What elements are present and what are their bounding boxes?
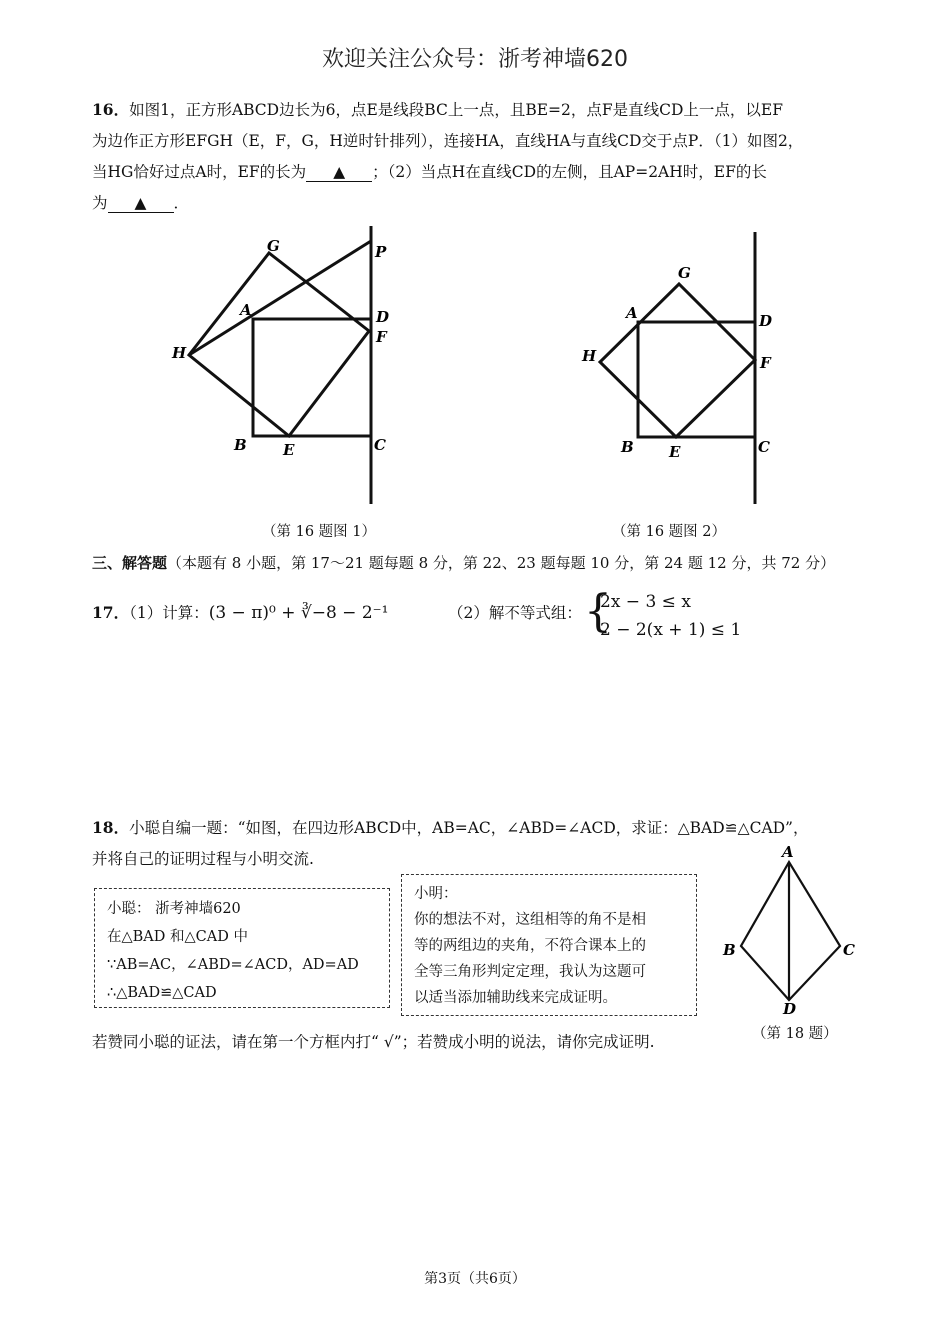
q18-label-d: D — [783, 1000, 797, 1018]
page-header: 欢迎关注公众号：浙考神墙620 — [322, 47, 628, 72]
q18-label-c: C — [843, 941, 855, 959]
fig1-label-b: B — [234, 436, 247, 454]
q17-brace: { — [584, 586, 612, 637]
q16-figure-2 — [578, 228, 778, 510]
fig2-label-b: B — [621, 438, 634, 456]
q17-part2-label: （2）解不等式组： — [448, 604, 582, 622]
fig2-label-h: H — [582, 347, 597, 365]
box1-line-1: 小聪： 浙考神墙620 — [107, 901, 241, 917]
box2-line-4: 全等三角形判定定理，我认为这题可 — [414, 964, 646, 980]
line-hp — [189, 241, 371, 355]
fig1-label-d: D — [376, 308, 390, 326]
fig2-label-d: D — [759, 312, 773, 330]
q18-number: 18． — [92, 818, 130, 837]
square-abcd — [253, 319, 371, 436]
square-efgh — [189, 253, 369, 436]
fig2-label-a: A — [626, 304, 638, 322]
fig2-label-e: E — [669, 443, 681, 461]
q16-line2: 为边作正方形EFGH（E，F，G，H逆时针排列），连接HA，直线HA与直线CD交于点P．（1）如图2， — [92, 132, 804, 150]
fig2-label-g: G — [678, 264, 691, 282]
fig1-label-c: C — [374, 436, 386, 454]
section-3-title: 三、解答题 — [92, 554, 168, 572]
q16-line4b: ． — [173, 194, 190, 212]
q17-expression: (3 − π)⁰ + ∛−8 − 2⁻¹ — [208, 603, 389, 623]
q18-fig-caption: （第 18 题） — [752, 1026, 838, 1042]
q16-text — [92, 94, 862, 219]
q17-inequality-system — [600, 588, 741, 644]
q16-line3b: ；（2）当点H在直线CD的左侧，且AP=2AH时，EF的长 — [372, 163, 767, 181]
page-footer: 第3页（共6页） — [424, 1271, 526, 1287]
square-abcd — [638, 322, 755, 437]
fig2-label-c: C — [758, 438, 770, 456]
q16-blank-2: ▲ — [108, 194, 174, 213]
fig1-label-a: A — [240, 301, 252, 319]
q18-line1: 小聪自编一题：“如图，在四边形ABCD中，AB=AC，∠ABD=∠ACD，求证：△BAD≌△CAD”， — [129, 819, 809, 837]
fig2-label-f: F — [760, 354, 771, 372]
q16-blank-1: ▲ — [306, 163, 372, 182]
box2-line-5: 以适当添加辅助线来完成证明。 — [414, 990, 617, 1006]
fig1-label-f: F — [376, 328, 387, 346]
box2-line-3: 等的两组边的夹角，不符合课本上的 — [414, 938, 646, 954]
fig1-label-p: P — [375, 243, 387, 261]
quadrilateral-abdc — [741, 862, 840, 1000]
q17-inequality-1: 2x − 3 ≤ x — [600, 592, 691, 612]
q16-figure-1 — [160, 222, 410, 512]
fig1-label-h: H — [172, 344, 187, 362]
xiaocong-proof-box[interactable] — [94, 888, 390, 1008]
q16-fig2-caption: （第 16 题图 2） — [612, 524, 727, 540]
fig1-label-e: E — [283, 441, 295, 459]
q18-line2: 并将自己的证明过程与小明交流. — [92, 850, 314, 868]
q16-fig1-caption: （第 16 题图 1） — [262, 524, 377, 540]
box2-line-2: 你的想法不对，这组相等的角不是相 — [414, 912, 646, 928]
q17-part1-label: （1）计算： — [129, 604, 209, 622]
q17-part1 — [92, 600, 388, 626]
section-3-note: （本题有 8 小题，第 17～21 题每题 8 分，第 22、23 题每题 10 分，第 24 题 12 分，共 72 分） — [167, 554, 836, 572]
square-efgh — [600, 284, 755, 437]
q18-label-a: A — [782, 843, 794, 861]
fig1-label-g: G — [267, 237, 280, 255]
q17-inequality-2: 2 − 2(x + 1) ≤ 1 — [600, 620, 742, 640]
box1-line-3: ∵AB=AC，∠ABD=∠ACD，AD=AD — [107, 957, 359, 973]
q18-figure — [718, 840, 868, 1020]
section-3-heading — [92, 552, 835, 573]
q16-number: 16． — [92, 100, 130, 119]
box2-line-1: 小明： — [414, 886, 458, 902]
xiaoming-comment-box — [401, 874, 697, 1016]
q16-line4a: 为 — [92, 194, 108, 212]
q16-line3a: 当HG恰好过点A时，EF的长为 — [92, 163, 307, 181]
q18-label-b: B — [723, 941, 736, 959]
box1-line-4: ∴△BAD≌△CAD — [107, 985, 217, 1001]
q16-line1: 如图1，正方形ABCD边长为6，点E是线段BC上一点，且BE=2，点F是直线CD上一点，以EF — [129, 101, 783, 119]
q18-instruction: 若赞同小聪的证法，请在第一个方框内打“ √”；若赞成小明的说法，请你完成证明. — [92, 1033, 655, 1051]
q17-number: 17． — [92, 603, 130, 622]
box1-line-2: 在△BAD 和△CAD 中 — [107, 929, 248, 945]
